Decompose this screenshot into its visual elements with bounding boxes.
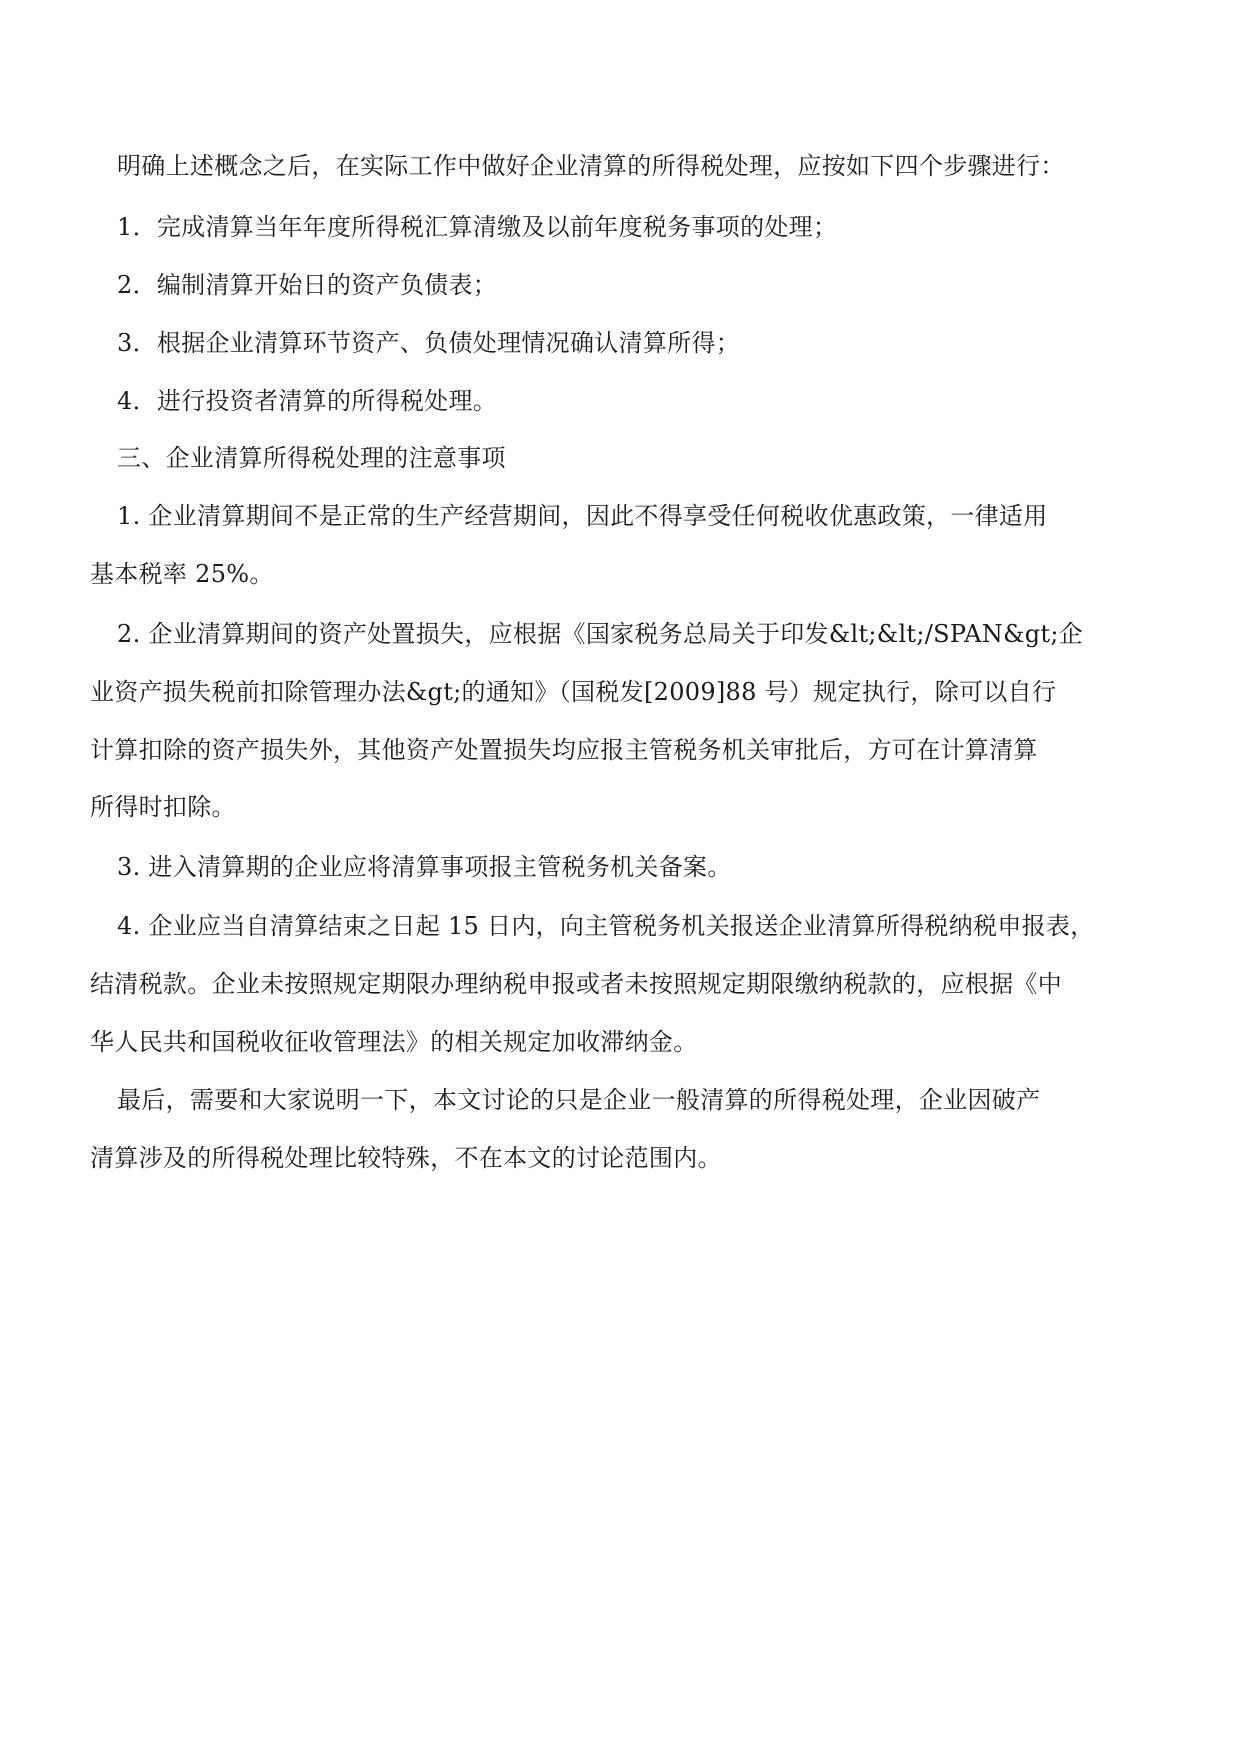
closing-line-2: 清算涉及的所得税处理比较特殊，不在本文的讨论范围内。	[90, 1144, 722, 1172]
note-4-line-2: 结清税款。企业未按照规定期限办理纳税申报或者未按照规定期限缴纳税款的，应根据《中	[90, 970, 1062, 998]
step-2: 2．编制清算开始日的资产负债表；	[117, 271, 498, 299]
section-heading: 三、企业清算所得税处理的注意事项	[117, 444, 506, 472]
step-1: 1．完成清算当年年度所得税汇算清缴及以前年度税务事项的处理；	[117, 213, 838, 241]
closing-line-1: 最后，需要和大家说明一下，本文讨论的只是企业一般清算的所得税处理，企业因破产	[117, 1086, 1041, 1114]
note-2-line-1: 2. 企业清算期间的资产处置损失，应根据《国家税务总局关于印发&lt;&lt;/SPAN&gt;企	[117, 620, 1084, 648]
note-1-line-1: 1. 企业清算期间不是正常的生产经营期间，因此不得享受任何税收优惠政策，一律适用	[117, 502, 1048, 530]
note-2-line-4: 所得时扣除。	[90, 793, 236, 821]
note-4-line-1: 4. 企业应当自清算结束之日起 15 日内，向主管税务机关报送企业清算所得税纳税申报表，	[117, 912, 1095, 940]
step-3: 3．根据企业清算环节资产、负债处理情况确认清算所得；	[117, 329, 741, 357]
step-4: 4．进行投资者清算的所得税处理。	[117, 387, 498, 415]
note-2-line-2: 业资产损失税前扣除管理办法&gt;的通知》（国税发[2009]88 号）规定执行，除可以自行	[90, 678, 1057, 706]
note-4-line-3: 华人民共和国税收征收管理法》的相关规定加收滞纳金。	[90, 1028, 698, 1056]
note-1-line-2: 基本税率 25%。	[90, 560, 274, 588]
note-3: 3. 进入清算期的企业应将清算事项报主管税务机关备案。	[117, 853, 732, 881]
paragraph-intro-steps: 明确上述概念之后，在实际工作中做好企业清算的所得税处理，应按如下四个步骤进行：	[117, 152, 1065, 180]
note-2-line-3: 计算扣除的资产损失外，其他资产处置损失均应报主管税务机关审批后，方可在计算清算	[90, 736, 1038, 764]
